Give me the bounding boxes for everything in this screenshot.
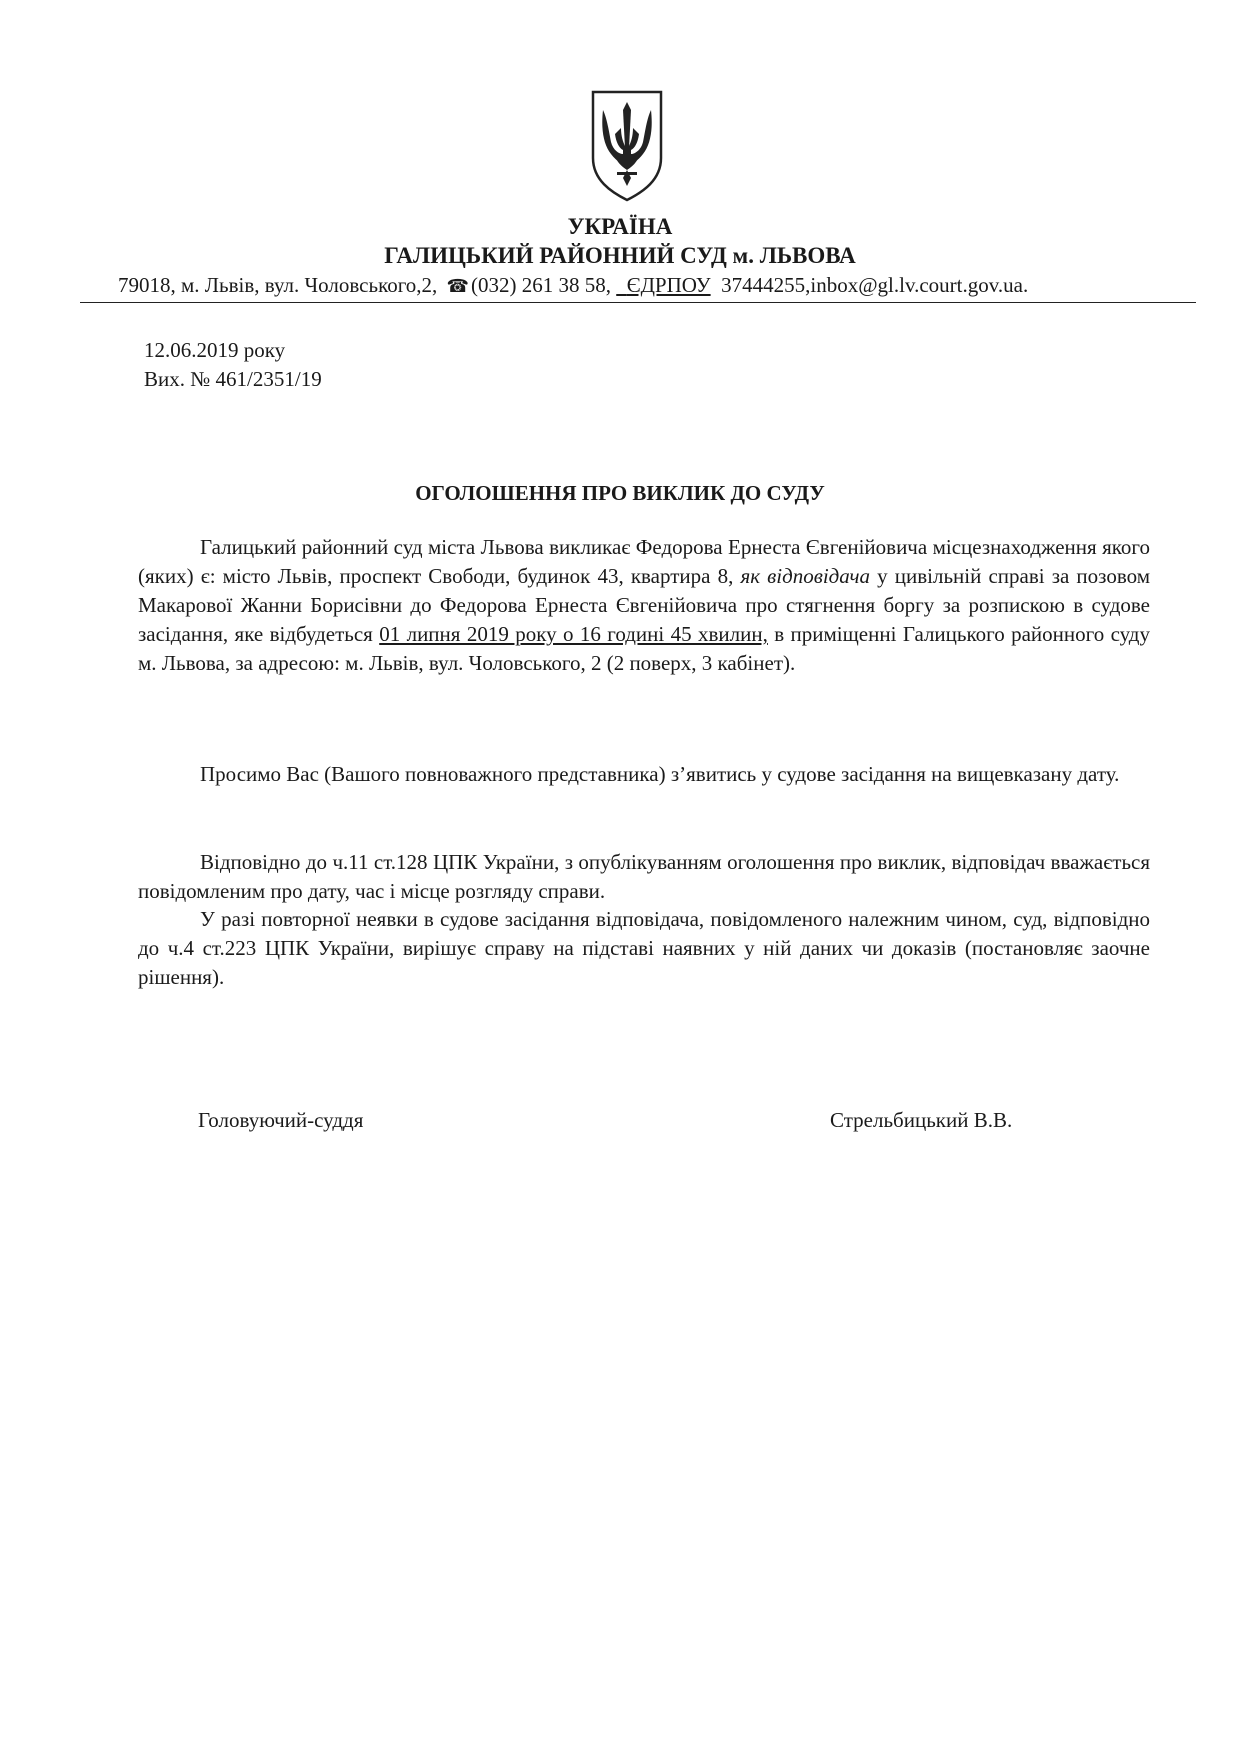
- court-address: 79018, м. Львів, вул. Чоловського,2,: [118, 273, 438, 297]
- edrpou-and-email: 37444255,inbox@gl.lv.court.gov.ua.: [721, 273, 1029, 297]
- default-judgment-paragraph: У разі повторної неявки в судове засідання відповідача, повідомленого належним чином, суд, відповідно до ч.4 ст.223 ЦПК України, вирішує справу на підставі наявних у ній даних чи доказів (постановляє заочне рішення).: [138, 907, 1150, 989]
- header-divider: [80, 302, 1196, 303]
- coat-of-arms-trident-icon: [587, 88, 667, 203]
- court-name-heading: ГАЛИЦЬКИЙ РАЙОННИЙ СУД м. ЛЬВОВА: [384, 243, 856, 268]
- outgoing-number: Вих. № 461/2351/19: [144, 367, 322, 391]
- signatory-role: Головуючий-суддя: [198, 1108, 364, 1132]
- appearance-request-paragraph: Просимо Вас (Вашого повноважного представника) з’явитись у судове засідання на вищевказану дату.: [200, 762, 1120, 786]
- edrpou-label: ЄДРПОУ: [626, 273, 711, 297]
- notice-law-paragraph: Відповідно до ч.11 ст.128 ЦПК України, з опублікуванням оголошення про виклик, відповідач вважається повідомленим про дату, час і місце розгляду справи.: [138, 850, 1150, 903]
- telephone-icon: ☎: [446, 276, 469, 296]
- country-heading: УКРАЇНА: [567, 214, 673, 239]
- signatory-name: Стрельбицький В.В.: [830, 1108, 1013, 1132]
- document-date: 12.06.2019 року: [144, 338, 286, 362]
- hearing-datetime: 01 липня 2019 року о 16 годині 45 хвилин,: [379, 622, 768, 646]
- document-title: ОГОЛОШЕННЯ ПРО ВИКЛИК ДО СУДУ: [415, 481, 825, 505]
- summons-paragraph: Галицький районний суд міста Львова викликає Федорова Ернеста Євгенійовича місцезнаходження якого (яких) є: місто Львів, проспект Свободи, будинок 43, квартира 8, як відповідача у цивільній справі за позовом Макарової Жанни Борисівни до Федорова Ернеста Євгенійовича про стягнення боргу за розпискою в судове засідання, яке відбудеться 01 липня 2019 року о 16 годині 45 хвилин, в приміщенні Галицького районного суду м. Львова, за адресою: м. Львів, вул. Чоловського, 2 (2 поверх, 3 кабінет).: [138, 535, 1150, 675]
- court-contacts: [118, 272, 1028, 299]
- respondent-role: як відповідача: [740, 564, 871, 588]
- court-phone: (032) 261 38 58,: [470, 273, 611, 297]
